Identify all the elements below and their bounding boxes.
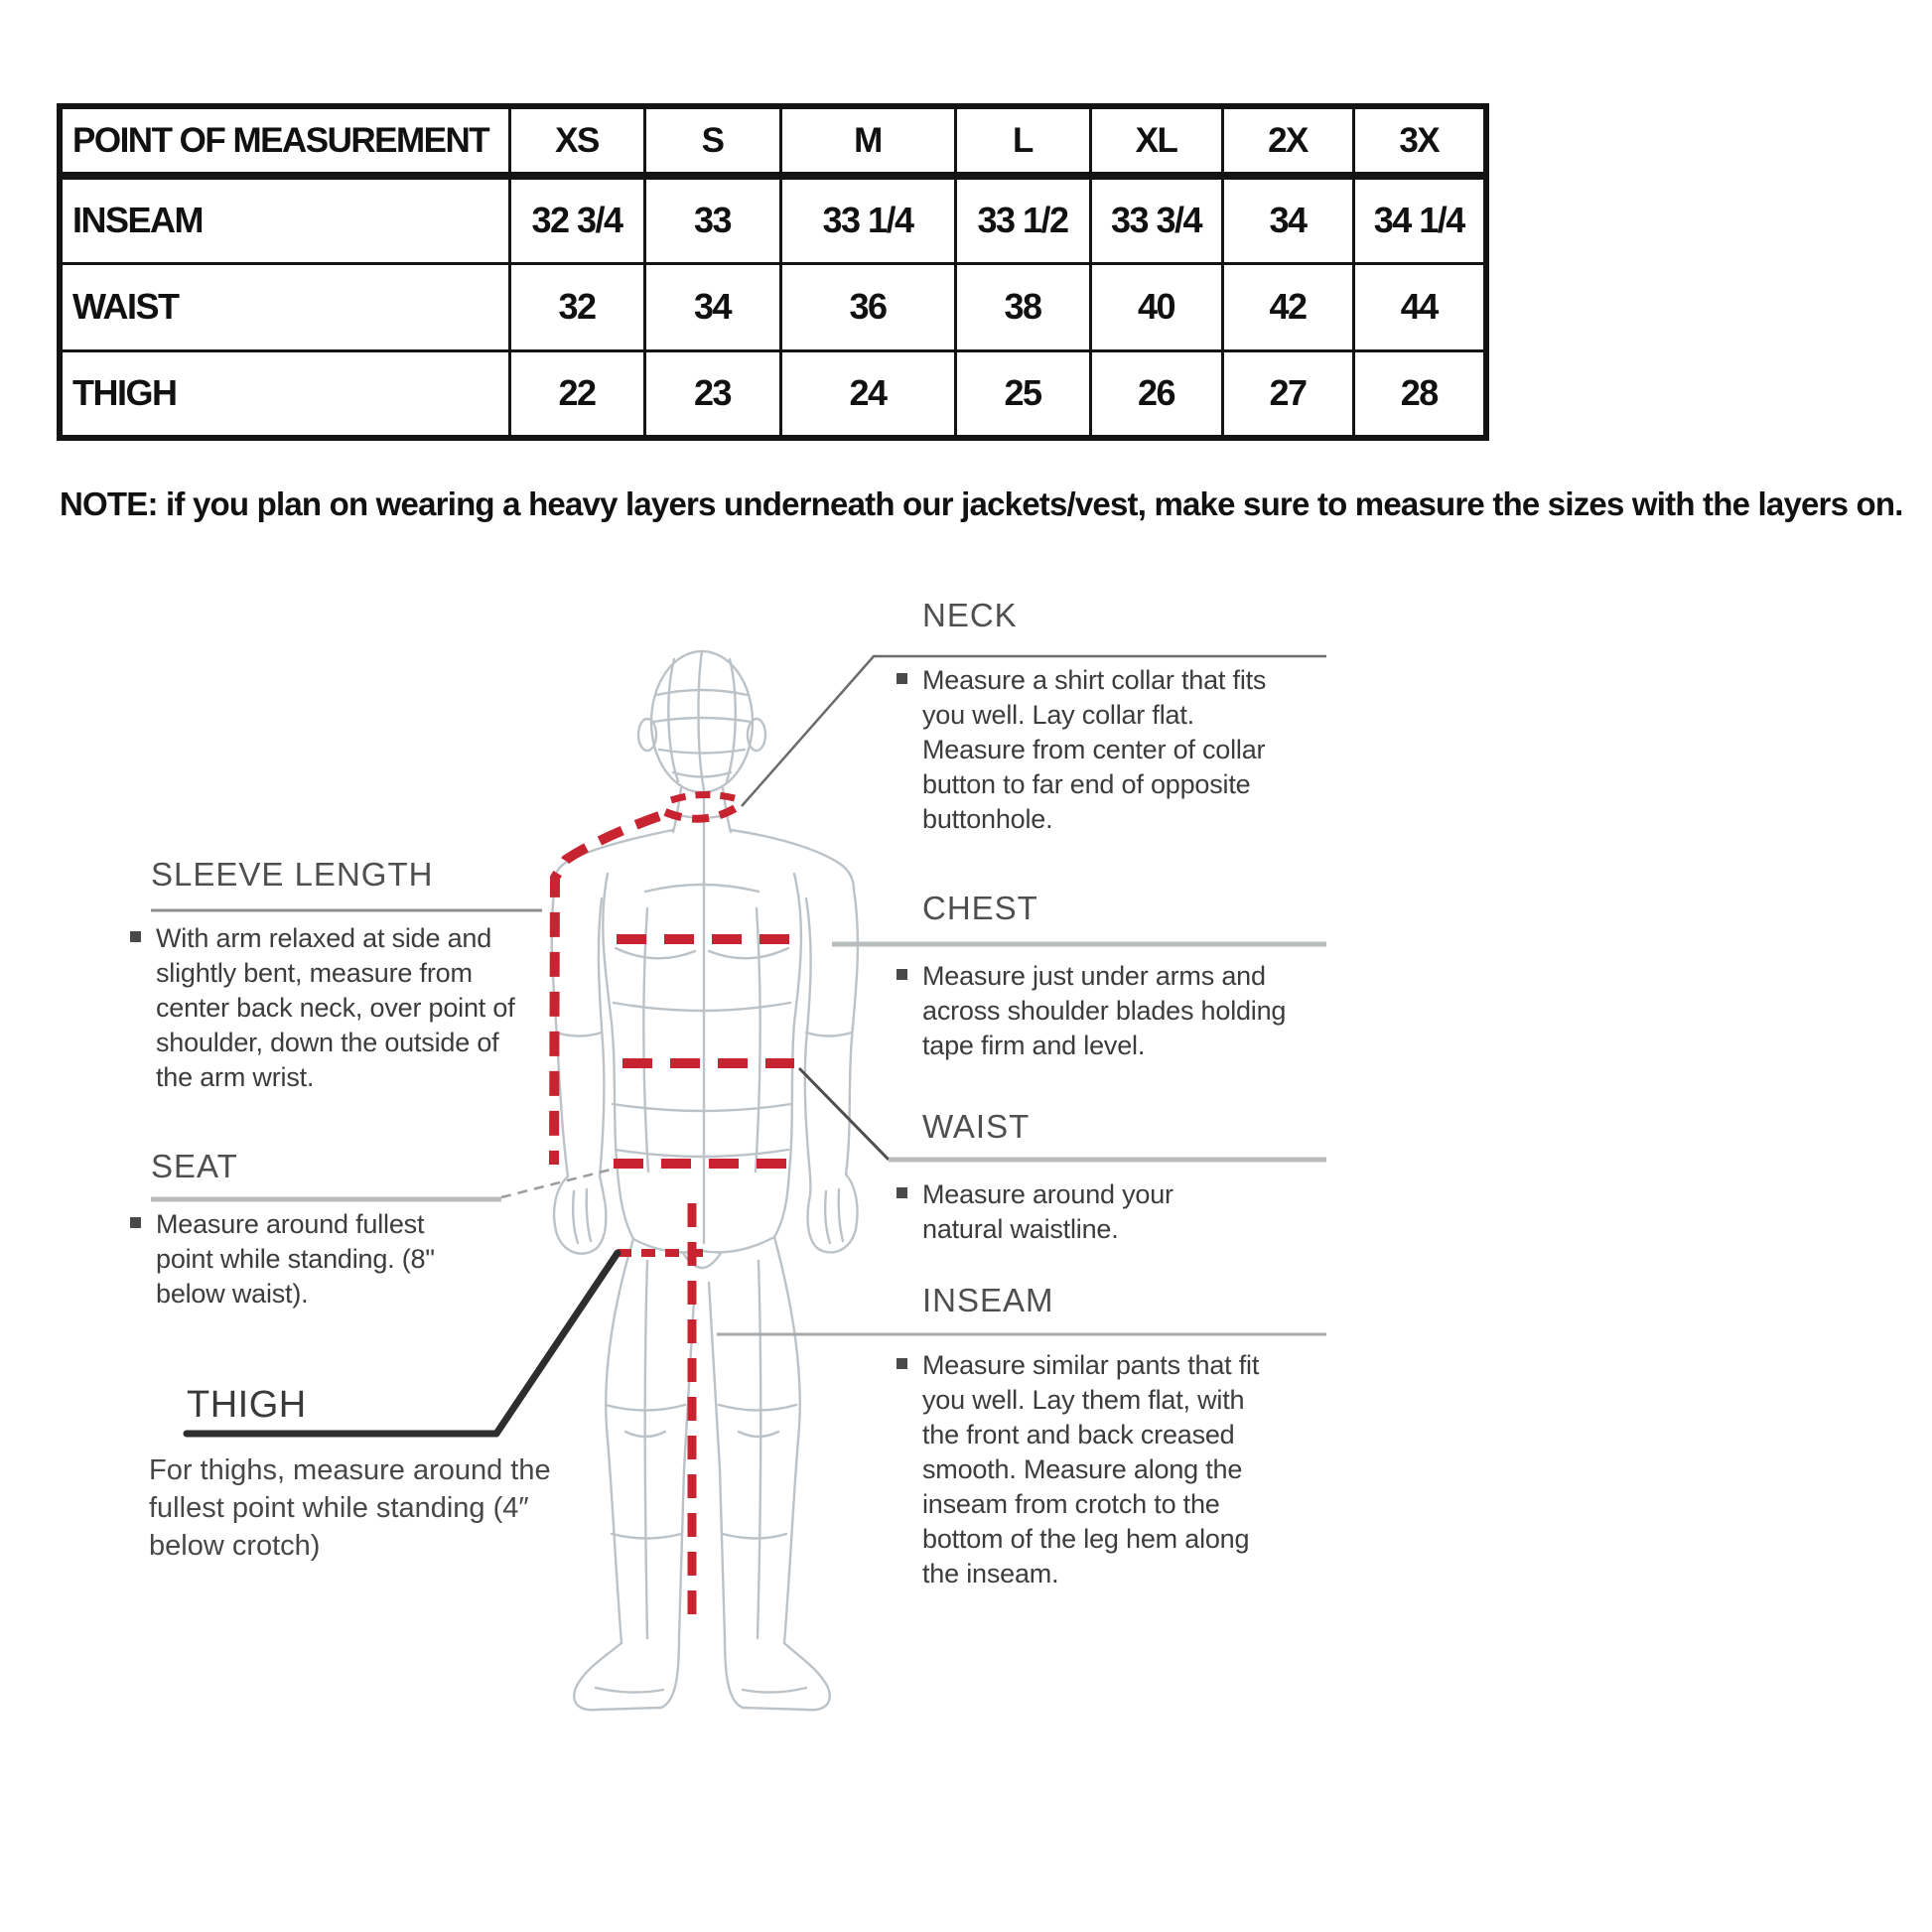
value-cell: 27 (1222, 350, 1353, 438)
waist-title: WAIST (922, 1108, 1031, 1145)
chest-description (922, 959, 1288, 1063)
seat-description (156, 1207, 476, 1311)
value-cell: 34 1/4 (1353, 176, 1486, 263)
value-cell: 34 (644, 263, 780, 350)
value-cell: 23 (644, 350, 780, 438)
waist-leader-line (799, 1068, 889, 1160)
value-cell: 33 3/4 (1090, 176, 1222, 263)
header-size-2x: 2X (1222, 106, 1353, 176)
row-label: WAIST (60, 263, 509, 350)
thigh-description (149, 1451, 574, 1565)
value-cell: 26 (1090, 350, 1222, 438)
bullet-square-icon (130, 1217, 141, 1228)
thigh-description-text: For thighs, measure around the fullest point while standing (4″ below crotch) (149, 1454, 551, 1562)
value-cell: 38 (955, 263, 1090, 350)
value-cell: 25 (955, 350, 1090, 438)
waist-description (922, 1177, 1222, 1247)
sleeve-length-description-text: With arm relaxed at side and slightly bent, measure from center back neck, over point of shoulder, down the outside of the arm wrist. (156, 923, 515, 1092)
value-cell: 36 (780, 263, 955, 350)
value-cell: 44 (1353, 263, 1486, 350)
value-cell: 42 (1222, 263, 1353, 350)
measurement-lines (554, 794, 802, 1628)
value-cell: 28 (1353, 350, 1486, 438)
sleeve-length-description (156, 921, 531, 1095)
sleeve-length-title: SLEEVE LENGTH (151, 856, 434, 893)
row-label: THIGH (60, 350, 509, 438)
chest-description-text: Measure just under arms and across shoulder blades holding tape firm and level. (922, 961, 1287, 1060)
value-cell: 33 (644, 176, 780, 263)
value-cell: 34 (1222, 176, 1353, 263)
wireframe-figure (552, 651, 858, 1710)
value-cell: 22 (509, 350, 644, 438)
note-text: NOTE: if you plan on wearing a heavy layers underneath our jackets/vest, make sure to measure the sizes with the layers on. (60, 485, 1903, 522)
inseam-title: INSEAM (922, 1282, 1054, 1318)
value-cell: 33 1/2 (955, 176, 1090, 263)
seat-leader-line (501, 1170, 611, 1197)
seat-description-text: Measure around fullest point while standing. (8" below waist). (156, 1209, 435, 1309)
header-size-xs: XS (509, 106, 644, 176)
bullet-square-icon (897, 673, 907, 684)
neck-description (922, 663, 1272, 837)
seat-title: SEAT (151, 1148, 238, 1184)
neck-description-text: Measure a shirt collar that fits you well. Lay collar flat. Measure from center of collar button to far end of opposite buttonhole. (922, 665, 1267, 834)
chest-title: CHEST (922, 890, 1038, 926)
header-point-of-measurement: POINT OF MEASUREMENT (60, 106, 509, 176)
value-cell: 24 (780, 350, 955, 438)
header-size-3x: 3X (1353, 106, 1486, 176)
value-cell: 32 3/4 (509, 176, 644, 263)
thigh-title: THIGH (187, 1384, 307, 1426)
value-cell: 33 1/4 (780, 176, 955, 263)
neck-title: NECK (922, 597, 1018, 633)
row-label: INSEAM (60, 176, 509, 263)
bullet-square-icon (130, 931, 141, 942)
waist-description-text: Measure around your natural waistline. (922, 1179, 1173, 1244)
inseam-description-text: Measure similar pants that fit you well. Lay them flat, with the front and back creased smooth. Measure along the inseam from crotch to the bottom of the leg hem along the inseam. (922, 1350, 1260, 1588)
inseam-description (922, 1348, 1282, 1591)
bullet-square-icon (897, 1187, 907, 1198)
header-size-m: M (780, 106, 955, 176)
header-size-s: S (644, 106, 780, 176)
header-size-xl: XL (1090, 106, 1222, 176)
header-size-l: L (955, 106, 1090, 176)
value-cell: 32 (509, 263, 644, 350)
bullet-square-icon (897, 1358, 907, 1369)
bullet-square-icon (897, 969, 907, 980)
value-cell: 40 (1090, 263, 1222, 350)
